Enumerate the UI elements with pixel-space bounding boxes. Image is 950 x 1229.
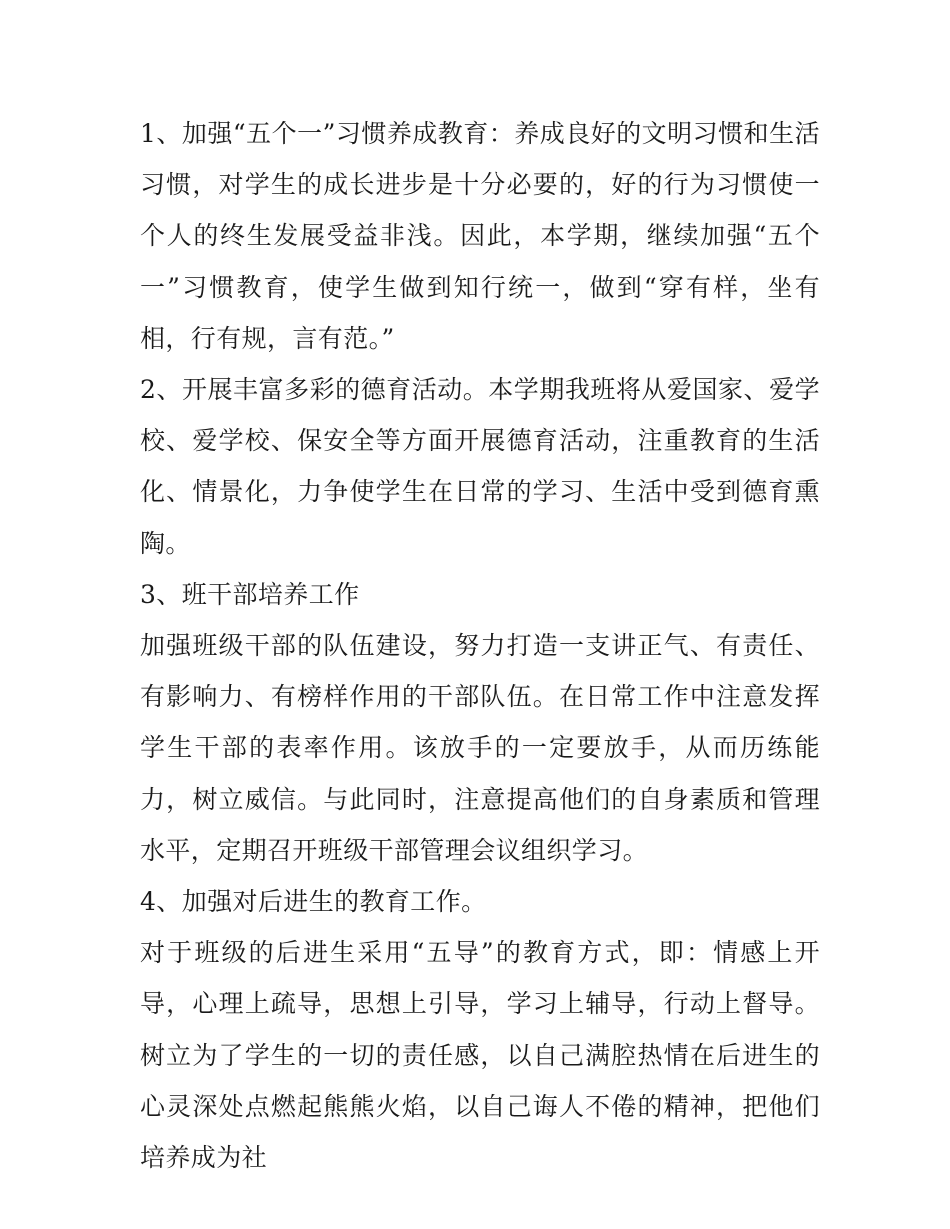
heading-underachiever-education: 4、加强对后进生的教育工作。 [140, 887, 487, 917]
paragraph-class-cadre-building: 加强班级干部的队伍建设，努力打造一支讲正气、有责任、有影响力、有榜样作用的干部队伍。在日常工作中注意发挥学生干部的表率作用。该放手的一定要放手，从而历练能力，树立威信。与此同时，注意提高他们的自身素质和管理水平，定期召开班级干部管理会议组织学习。 [140, 631, 820, 865]
document-body [140, 108, 820, 1183]
heading-class-cadre-training: 3、班干部培养工作 [140, 579, 360, 609]
paragraph-five-guidance: 对于班级的后进生采用“五导”的教育方式，即：情感上开导，心理上疏导，思想上引导，学习上辅导，行动上督导。树立为了学生的一切的责任感，以自己满腔热情在后进生的心灵深处点燃起熊熊火焰，以自己诲人不倦的精神，把他们培养成为社 [140, 938, 820, 1173]
paragraph-moral-activities: 2、开展丰富多彩的德育活动。本学期我班将从爱国家、爱学校、爱学校、保安全等方面开展德育活动，注重教育的生活化、情景化，力争使学生在日常的学习、生活中受到德育熏陶。 [140, 375, 820, 558]
paragraph-habit-education: 1、加强“五个一”习惯养成教育：养成良好的文明习惯和生活习惯，对学生的成长进步是十分必要的，好的行为习惯使一个人的终生发展受益非浅。因此，本学期，继续加强“五个一”习惯教育，使学生做到知行统一，做到“穿有样，坐有相，行有规，言有范。” [140, 119, 820, 353]
